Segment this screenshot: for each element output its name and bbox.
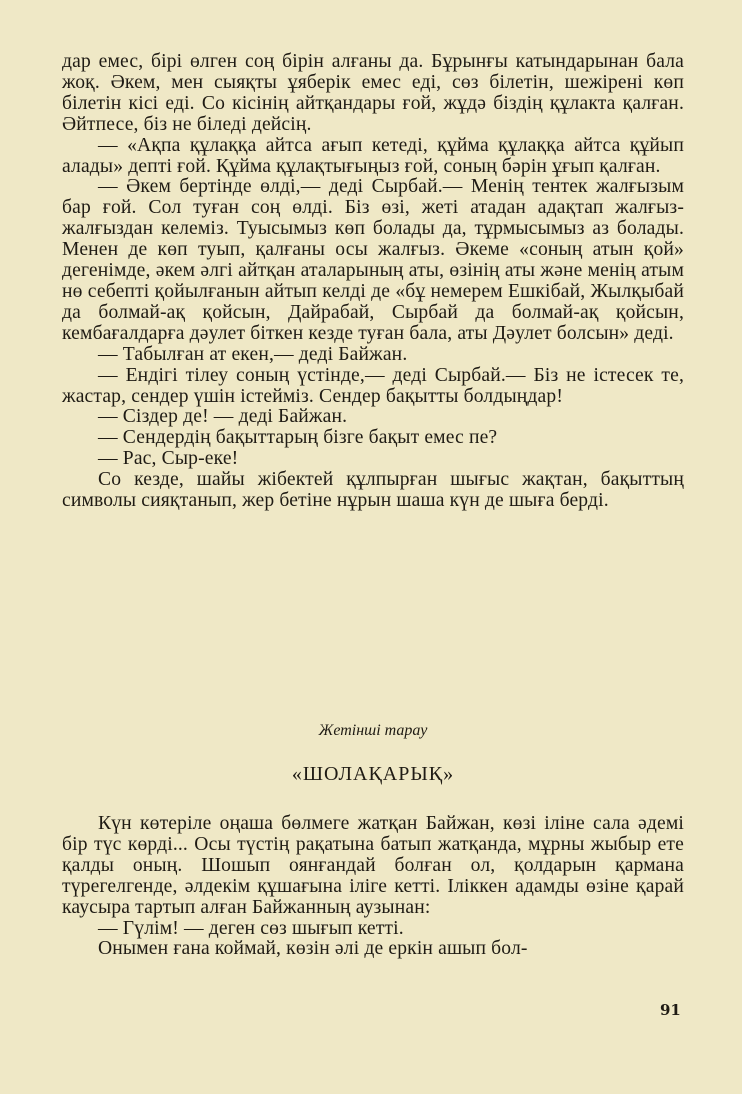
paragraph-dialogue: — Сіздер де! — деді Байжан. <box>98 406 348 428</box>
chapter-label: Жетінші тарау <box>318 722 428 739</box>
chapter-title: «ШОЛАҚАРЫҚ» <box>291 763 455 785</box>
paragraph-narrative: Со кезде, шайы жібектей құлпырған шығыс жақтан, бақыттың символы сияқтанып, жер бетіне нұрын шаша күн де шыға берді. <box>62 469 684 512</box>
book-page <box>62 51 684 960</box>
paragraph-continuation: дар емес, бірі өлген соң бірін алғаны да. Бұрынғы катындарынан бала жоқ. Әкем, мен сыяқты ұяберік емес еді, сөз білетін, шежірені көп білетін кісі еді. Со кісінің айтқандары ғой, жұдә біздің құлакта қалған. Әйтпесе, біз не біледі дейсің. <box>62 51 684 135</box>
paragraph-dialogue: — Әкем бертінде өлді,— деді Сырбай.— Менің тентек жалғызым бар ғой. Сол туған соң өлді. Біз өзі, жеті атадан адақтап жалғыз-жалғыздан келеміз. Туысымыз көп болады да, тұрмысымыз аз болады. Менен де көп туып, қалғаны осы жалғыз. Әкеме «соның атын қой» дегенімде, әкем әлгі айтқан аталарының аты, өзінің аты және менің атым нө себепті қойылғанын айтып келді де «бұ немерем Ешкібай, Жылқыбай да болмай-ақ қойсын, Дайрабай, Сырбай да болмай-ақ қойсын, кембағалдарға дәулет біткен кезде туған бала, аты Дәулет болсын» деді. <box>62 176 684 344</box>
paragraph-dialogue: — «Ақпа құлаққа айтса ағып кетеді, құйма құлаққа айтса құйып алады» депті ғой. Құйма құлақтығыңыз ғой, соның бәрін ұғып қалған. <box>62 134 684 177</box>
paragraph-dialogue: — Сендердің бақыттарың бізге бақыт емес пе? <box>98 427 498 449</box>
paragraph-dialogue: — Гүлім! — деген сөз шығып кетті. <box>98 917 404 939</box>
text-block-1 <box>62 52 684 512</box>
text-block-2 <box>62 814 684 960</box>
page-number: 91 <box>660 1001 681 1019</box>
paragraph-dialogue: — Рас, Сыр-еке! <box>98 448 239 470</box>
paragraph-dialogue: — Табылған ат екен,— деді Байжан. <box>98 343 408 365</box>
paragraph-narrative: Күн көтеріле оңаша бөлмеге жатқан Байжан, көзі іліне сала әдемі бір түс көрді... Осы түстің рақатына батып жатқанда, мұрны жыбыр ете қалды оның. Шошып оянғандай болған ол, қолдарын қармана түрегелгенде, әлдекім құшағына іліге кетті. Іліккен адамды өзіне қарай каусыра тартып алған Байжанның аузынан: <box>62 813 684 918</box>
paragraph-dialogue: — Ендігі тілеу соның үстінде,— деді Сырбай.— Біз не істесек те, жастар, сендер үшін істейміз. Сендер бақытты болдыңдар! <box>62 364 684 407</box>
paragraph-narrative: Онымен ғана коймай, көзін әлі де еркін ашып бол- <box>98 938 528 960</box>
